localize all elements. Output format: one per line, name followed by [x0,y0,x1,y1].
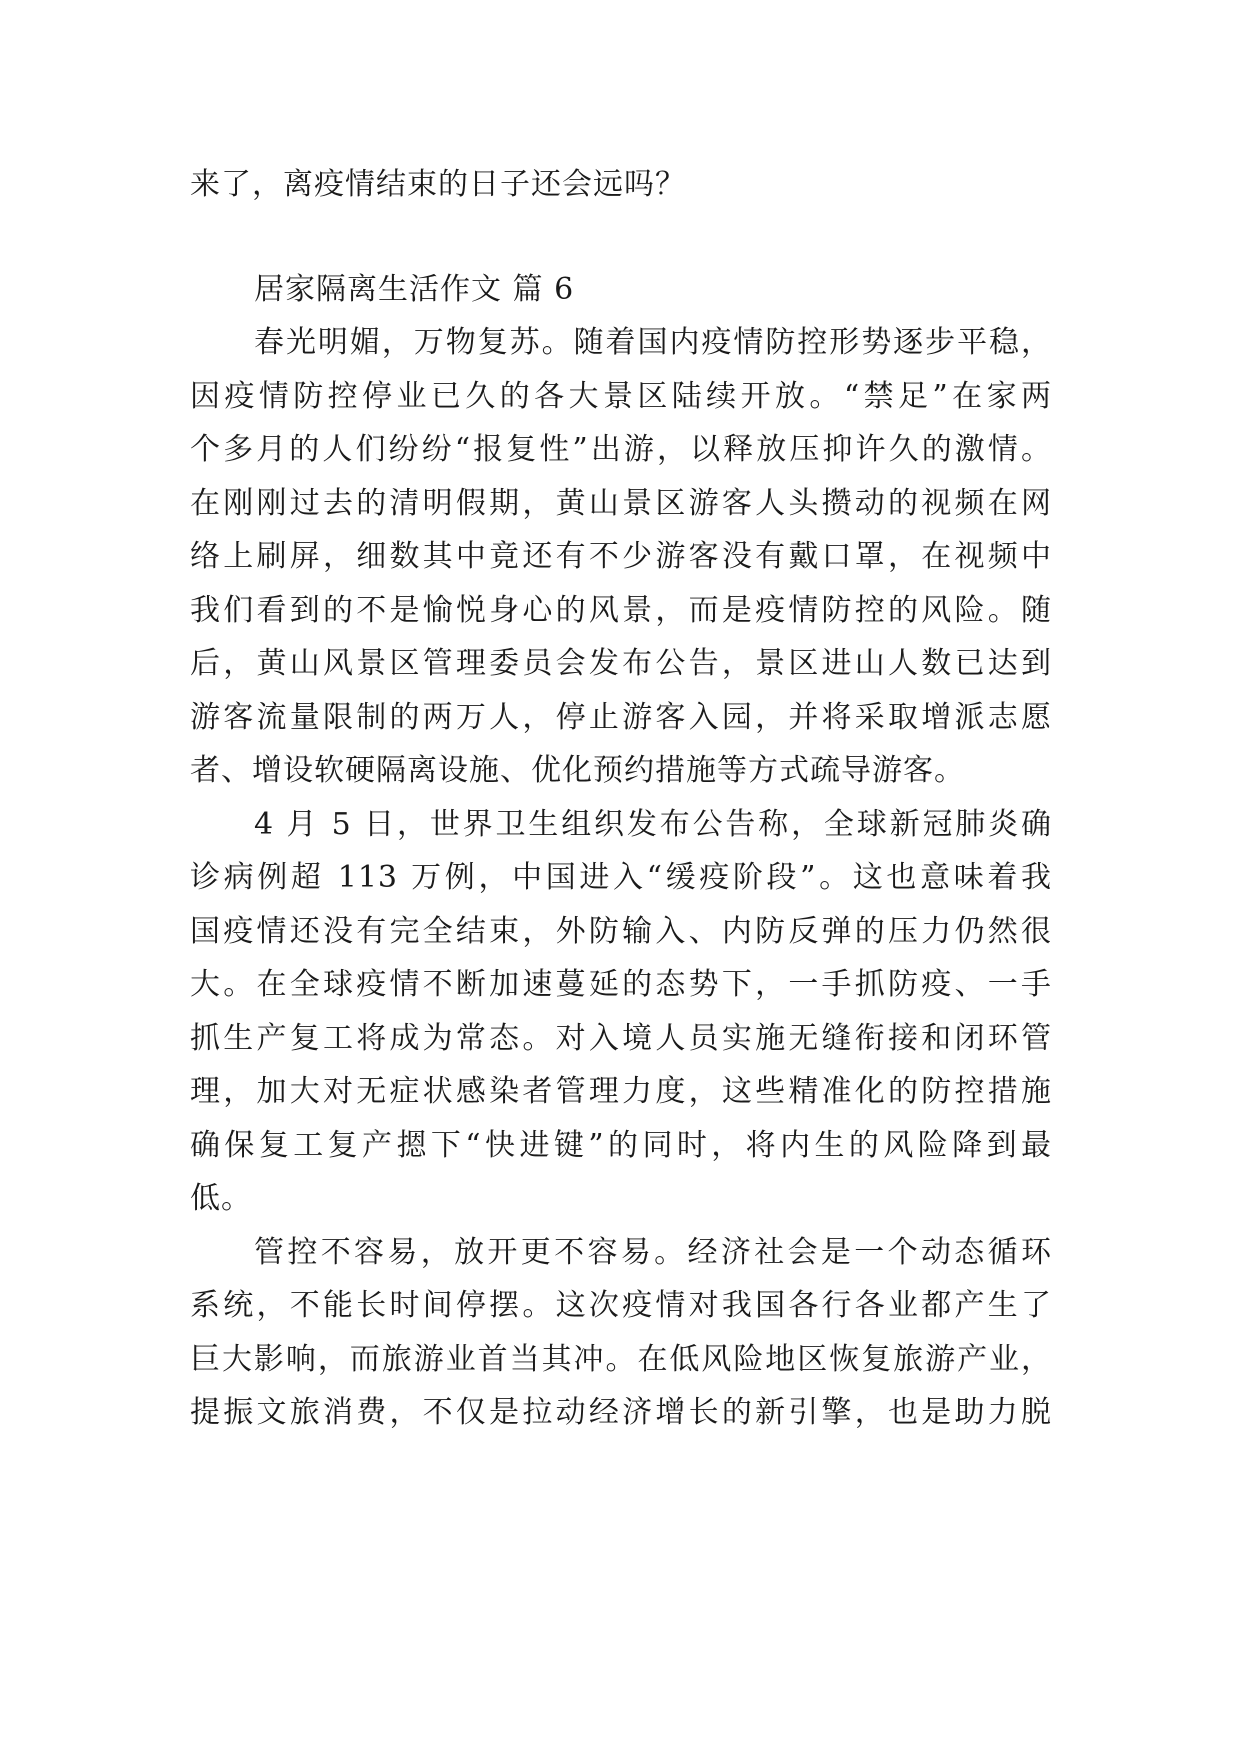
document-body [190,158,1052,1440]
paragraph-line: 后，黄山风景区管理委员会发布公告，景区进山人数已达到 [190,646,1052,681]
paragraph-line: 4 月 5 日，世界卫生组织发布公告称，全球新冠肺炎确 [254,806,1052,842]
paragraph-line: 大。在全球疫情不断加速蔓延的态势下，一手抓防疫、一手 [190,967,1052,1002]
paragraph-line: 理，加大对无症状感染者管理力度，这些精准化的防控措施 [190,1074,1052,1109]
section-title: 居家隔离生活作文 篇 6 [254,271,575,307]
paragraph-line: 巨大影响，而旅游业首当其冲。在低风险地区恢复旅游产业， [190,1341,1052,1377]
paragraph-line: 个多月的人们纷纷“报复性”出游，以释放压抑许久的激情。 [190,432,1052,467]
paragraph-line: 诊病例超 113 万例，中国进入“缓疫阶段”。这也意味着我 [190,860,1052,895]
paragraph-line: 系统，不能长时间停摆。这次疫情对我国各行各业都产生了 [190,1288,1052,1323]
paragraph-line: 提振文旅消费，不仅是拉动经济增长的新引擎，也是助力脱 [190,1395,1052,1430]
paragraph-line: 国疫情还没有完全结束，外防输入、内防反弹的压力仍然很 [190,913,1052,949]
paragraph-line: 确保复工复产摁下“快进键”的同时，将内生的风险降到最 [190,1127,1052,1163]
paragraph-line: 者、增设软硬隔离设施、优化预约措施等方式疏导游客。 [190,753,965,788]
paragraph-line: 我们看到的不是愉悦身心的风景，而是疫情防控的风险。随 [190,592,1052,628]
paragraph-line: 络上刷屏，细数其中竟还有不少游客没有戴口罩，在视频中 [190,539,1052,574]
paragraph-line: 因疫情防控停业已久的各大景区陆续开放。“禁足”在家两 [190,378,1052,414]
paragraph-line: 管控不容易，放开更不容易。经济社会是一个动态循环 [254,1234,1052,1270]
paragraph-line: 在刚刚过去的清明假期，黄山景区游客人头攒动的视频在网 [190,485,1052,521]
paragraph-2 [190,798,1052,1226]
paragraph-3 [190,1226,1052,1440]
paragraph-1 [190,316,1052,798]
section-spacer [190,212,1052,263]
carryover-line: 来了，离疫情结束的日子还会远吗？ [190,167,686,202]
paragraph-line: 春光明媚，万物复苏。随着国内疫情防控形势逐步平稳， [254,325,1052,360]
paragraph-line: 低。 [190,1181,252,1216]
paragraph-line: 游客流量限制的两万人，停止游客入园，并将采取增派志愿 [190,699,1052,735]
paragraph-line: 抓生产复工将成为常态。对入境人员实施无缝衔接和闭环管 [190,1020,1052,1056]
